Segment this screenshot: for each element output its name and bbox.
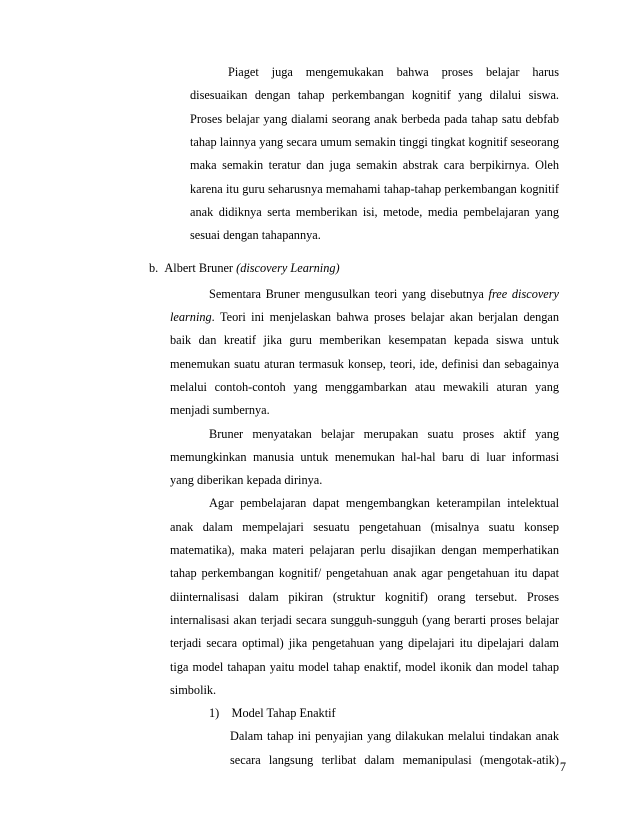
section-heading-name: Albert Bruner bbox=[164, 261, 234, 276]
paragraph-line: terjadi secara optimal) jika pengetahuan yang dipelajari itu dipelajari dalam bbox=[170, 636, 559, 651]
paragraph-line: yang diberikan kepada dirinya. bbox=[170, 473, 323, 488]
paragraph-line: disesuaikan dengan tahap perkembangan kognitif yang dilalui siswa. bbox=[190, 88, 559, 103]
paragraph-line: anak didiknya serta memberikan isi, metode, media pembelajaran yang bbox=[190, 204, 559, 219]
paragraph-line: Agar pembelajaran dapat mengembangkan keterampilan intelektual bbox=[209, 496, 559, 511]
paragraph-line: simbolik. bbox=[170, 682, 217, 697]
paragraph-line: Dalam tahap ini penyajian yang dilakukan melalui tindakan anak bbox=[230, 729, 559, 744]
page-number: 7 bbox=[559, 760, 566, 774]
section-marker: b. bbox=[149, 261, 159, 276]
paragraph-line: anak dalam mempelajari sesuatu pengetahuan (misalnya suatu konsep bbox=[170, 519, 559, 534]
list-item-title: Model Tahap Enaktif bbox=[231, 706, 336, 721]
paragraph-line: internalisasi akan terjadi secara sungguh-sungguh (yang berarti proses belajar bbox=[170, 612, 559, 627]
paragraph-line: Piaget juga mengemukakan bahwa proses belajar harus bbox=[228, 65, 559, 79]
paragraph-line: tahap lainnya yang secara umum semakin tinggi tingkat kognitif seseorang bbox=[190, 134, 559, 149]
paragraph-line: maka semakin teratur dan juga semakin abstrak cara berpikirnya. Oleh bbox=[190, 158, 559, 173]
paragraph-line: tahap perkembangan kognitif/ pengetahuan anak agar pengetahuan itu dapat bbox=[170, 566, 559, 581]
paragraph-line: Sementara Bruner mengusulkan teori yang disebutnya free discovery bbox=[209, 286, 560, 301]
paragraph-line: secara langsung terlibat dalam memanipulasi (mengotak-atik) bbox=[230, 752, 559, 767]
list-item-heading bbox=[209, 705, 336, 721]
paragraph-line: melalui contoh-contoh yang menggambarkan atau mewakili aturan yang bbox=[170, 379, 559, 394]
list-marker: 1) bbox=[209, 706, 220, 721]
paragraph-line: sesuai dengan tahapannya. bbox=[190, 228, 321, 243]
section-heading-italic: (discovery Learning) bbox=[236, 261, 340, 276]
paragraph-line: menjadi sumbernya. bbox=[170, 403, 270, 418]
section-heading bbox=[149, 260, 340, 276]
paragraph-line: Proses belajar yang dialami seorang anak berbeda pada tahap satu debfab bbox=[190, 111, 559, 126]
paragraph-line: baik dan kreatif jika guru memberikan kesempatan kepada siswa untuk bbox=[170, 333, 559, 348]
paragraph-line: Bruner menyatakan belajar merupakan suatu proses aktif yang bbox=[209, 426, 559, 441]
paragraph-line: learning. Teori ini menjelaskan bahwa proses belajar akan berjalan dengan bbox=[170, 310, 559, 324]
paragraph-line: karena itu guru seharusnya memahami tahap-tahap perkembangan kognitif bbox=[190, 181, 559, 196]
paragraph-line: tiga model tahapan yaitu model tahap enaktif, model ikonik dan model tahap bbox=[170, 659, 559, 674]
paragraph-line: matematika), maka materi pelajaran perlu disajikan dengan memperhatikan bbox=[170, 543, 559, 557]
paragraph-line: diinternalisasi dalam pikiran (struktur kognitif) orang tersebut. Proses bbox=[170, 589, 559, 604]
paragraph-line: memungkinkan manusia untuk menemukan hal-hal baru di luar informasi bbox=[170, 449, 559, 464]
paragraph-line: menemukan suatu aturan termasuk konsep, teori, ide, definisi dan sebagainya bbox=[170, 356, 559, 371]
